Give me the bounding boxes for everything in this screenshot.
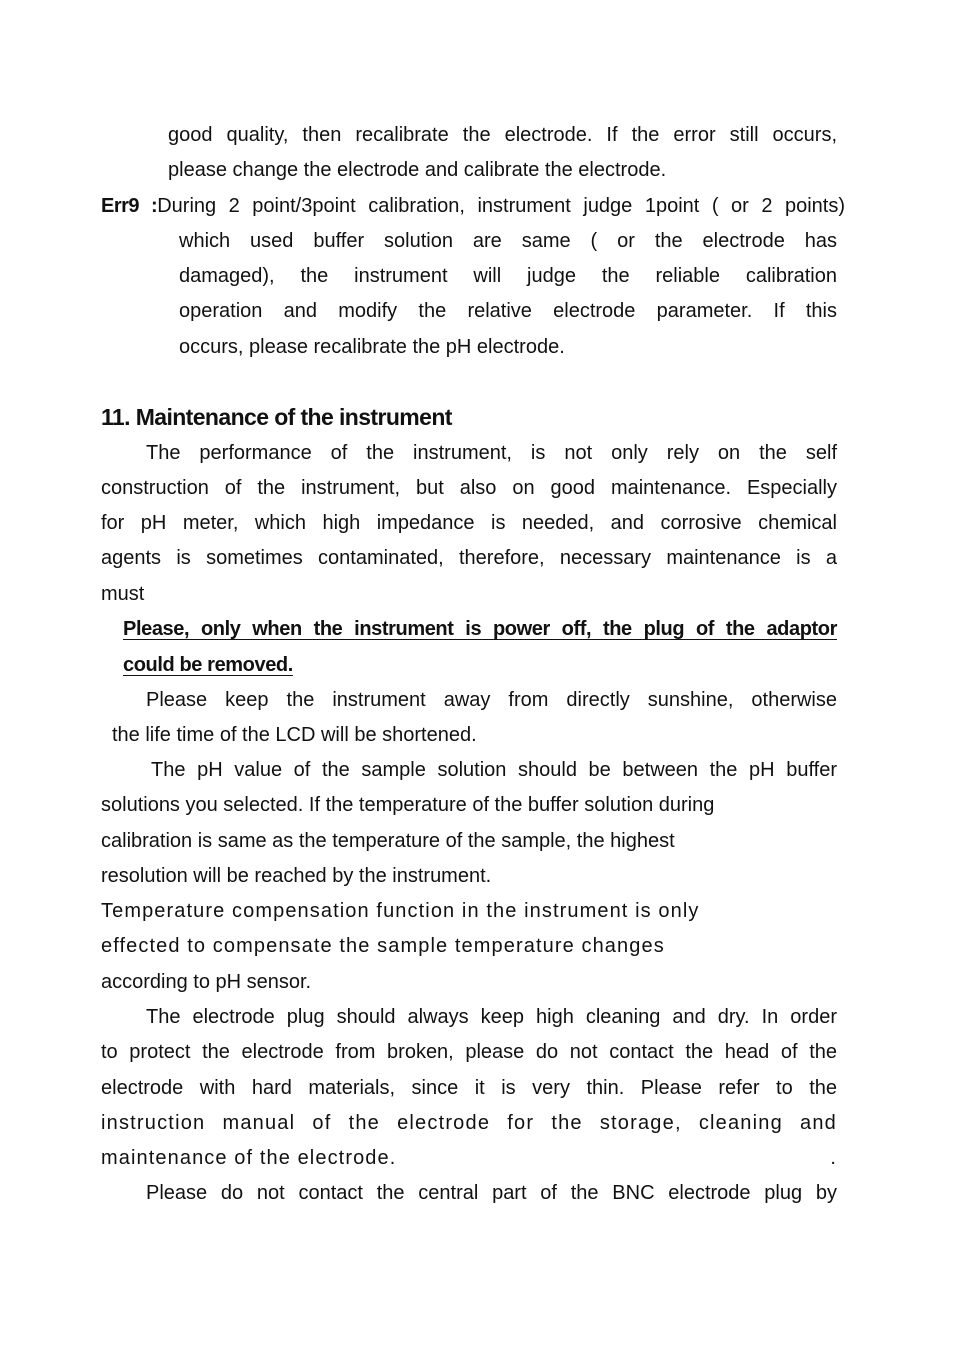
para3-line-4: resolution will be reached by the instrument. — [101, 865, 492, 887]
para1-line-3: for pH meter, which high impedance is needed, and corrosive chemical — [101, 512, 837, 534]
err9-line-3: damaged), the instrument will judge the reliable calibration — [179, 265, 837, 287]
para1-line-1 — [101, 436, 837, 471]
err9-line-4: operation and modify the relative electrode parameter. If this — [179, 300, 837, 322]
para3-line-2: solutions you selected. If the temperature of the buffer solution during — [101, 794, 715, 816]
para3-line-3: calibration is same as the temperature of the sample, the highest — [101, 830, 675, 852]
para3-line-1-text: The pH value of the sample solution should be between the pH buffer — [151, 759, 837, 781]
warning-line-1 — [123, 612, 837, 647]
err9-label: Err9 : — [101, 195, 158, 217]
warning-line-2-text: could be removed. — [123, 654, 293, 676]
para5-trailing-period: . — [830, 1147, 837, 1169]
section-title: 11. Maintenance of the instrument — [101, 404, 452, 430]
para4-line-1: Temperature compensation function in the instrument is only — [101, 900, 700, 922]
para2-line-1 — [101, 683, 837, 718]
para1-line-1-text: The performance of the instrument, is not only rely on the self — [146, 442, 837, 464]
para2-line-2: the life time of the LCD will be shortened. — [112, 724, 477, 746]
para5-line-1 — [101, 1000, 837, 1035]
warning-line-2 — [123, 648, 837, 683]
err8-continued-line-1: good quality, then recalibrate the electrode. If the error still occurs, — [168, 124, 837, 146]
para3-line-1 — [101, 753, 837, 788]
para1-line-4: agents is sometimes contaminated, therefore, necessary maintenance is a — [101, 547, 837, 569]
para5-line-5 — [101, 1141, 837, 1176]
para1-line-2: construction of the instrument, but also on good maintenance. Especially — [101, 477, 837, 499]
para6-line-1 — [101, 1176, 837, 1211]
err9-line-2: which used buffer solution are same ( or the electrode has — [179, 230, 837, 252]
err8-continued-line-2: please change the electrode and calibrate the electrode. — [168, 159, 667, 181]
warning-line-1-text: Please, only when the instrument is power off, the plug of the adaptor — [123, 618, 837, 640]
para5-line-2: to protect the electrode from broken, please do not contact the head of the — [101, 1041, 837, 1063]
para4-line-2: effected to compensate the sample temperature changes — [101, 935, 665, 957]
para4-line-3: according to pH sensor. — [101, 971, 312, 993]
para5-line-4: instruction manual of the electrode for the storage, cleaning and — [101, 1112, 837, 1134]
para6-line-1-text: Please do not contact the central part of the BNC electrode plug by — [146, 1182, 837, 1204]
para5-line-5-text: maintenance of the electrode. — [101, 1147, 397, 1169]
para2-line-1-text: Please keep the instrument away from directly sunshine, otherwise — [146, 689, 837, 711]
err9-line-5: occurs, please recalibrate the pH electrode. — [179, 336, 565, 358]
para5-line-1-text: The electrode plug should always keep high cleaning and dry. In order — [146, 1006, 837, 1028]
err9-first-text: During 2 point/3point calibration, instrument judge 1point ( or 2 points) — [157, 195, 845, 217]
para5-line-3: electrode with hard materials, since it is very thin. Please refer to the — [101, 1077, 837, 1099]
para1-line-5: must — [101, 583, 145, 605]
err9-first-line — [101, 189, 845, 224]
